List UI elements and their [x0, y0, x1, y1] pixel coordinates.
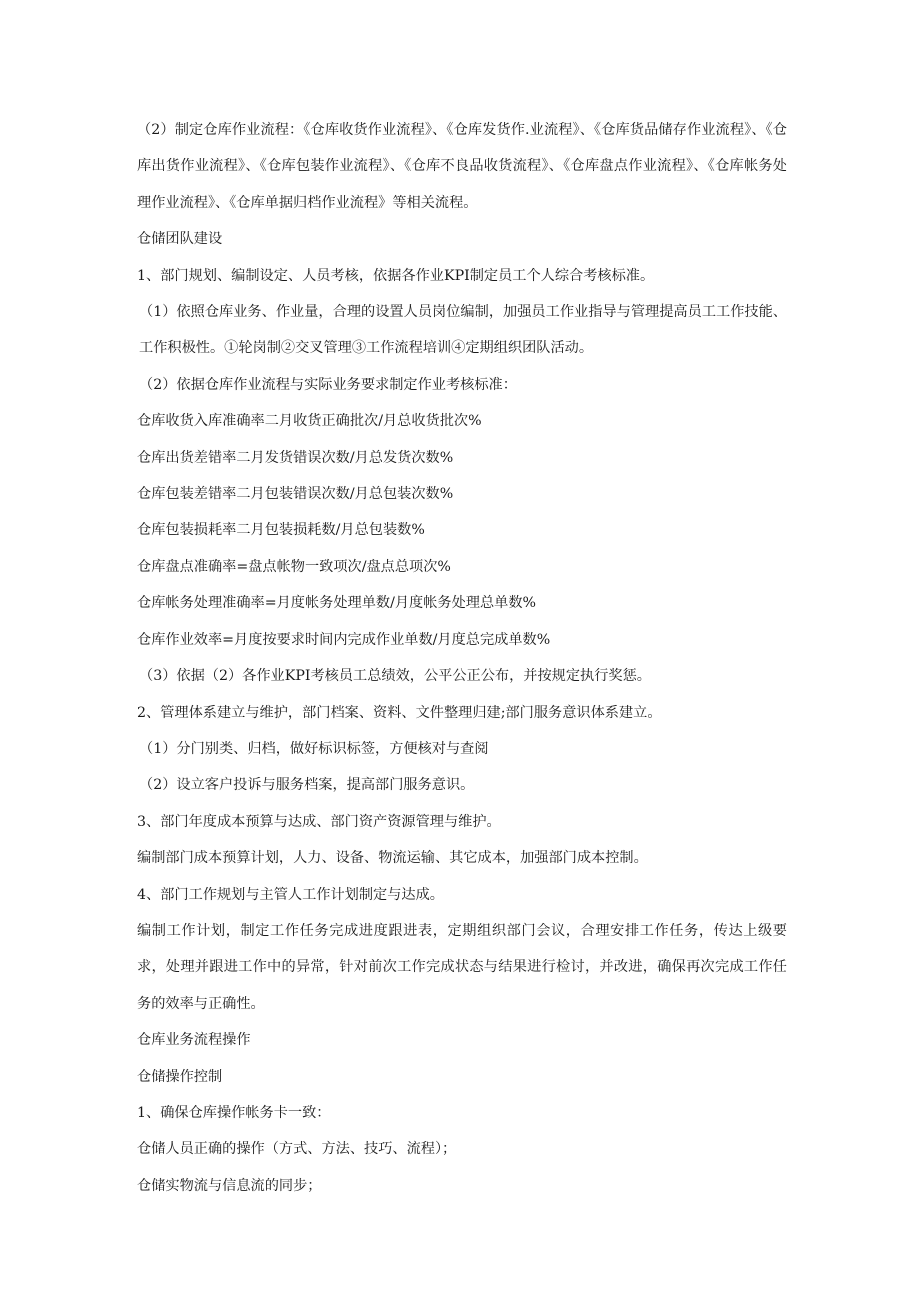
- heading-team-building: 仓储团队建设: [137, 231, 223, 248]
- paragraph-control-item-1: 1、确保仓库操作帐务卡一致：: [137, 1104, 331, 1121]
- heading-storage-control: 仓储操作控制: [137, 1068, 223, 1085]
- document-body: [137, 112, 787, 1204]
- paragraph-item-1-2: （2）依据仓库作业流程与实际业务要求制定作业考核标准：: [139, 376, 517, 393]
- paragraph-warehouse-procedures: （2）制定仓库作业流程：《仓库收货作业流程》、《仓库发货作.业流程》、《仓库货品储存作业流程》、《仓库出货作业流程》、《仓库包装作业流程》、《仓库不良品收货流程》、《仓库盘点作业流程》、《仓库帐务处理作业流程》、《仓库单据归档作业流程》等相关流程。: [137, 122, 787, 211]
- paragraph-item-1-1: （1）依照仓库业务、作业量，合理的设置人员岗位编制，加强员工作业指导与管理提高员工工作技能、工作积极性。①轮岗制②交叉管理③工作流程培训④定期组织团队活动。: [139, 304, 787, 357]
- paragraph-item-2-2: （2）设立客户投诉与服务档案，提高部门服务意识。: [139, 777, 475, 794]
- kpi-receiving-accuracy: 仓库收货入库准确率二月收货正确批次/月总收货批次%: [137, 413, 482, 430]
- paragraph-cost-plan: 编制部门成本预算计划，人力、设备、物流运输、其它成本，加强部门成本控制。: [137, 850, 648, 867]
- kpi-operation-efficiency: 仓库作业效率=月度按要求时间内完成作业单数/月度总完成单数%: [137, 631, 551, 648]
- paragraph-correct-operation: 仓储人员正确的操作（方式、方法、技巧、流程）；: [137, 1141, 457, 1158]
- paragraph-flow-sync: 仓储实物流与信息流的同步；: [137, 1177, 322, 1194]
- paragraph-item-1: 1、部门规划、编制设定、人员考核，依据各作业KPI制定员工个人综合考核标准。: [137, 267, 655, 284]
- paragraph-work-plan: 编制工作计划，制定工作任务完成进度跟进表，定期组织部门会议，合理安排工作任务，传达上级要求，处理并跟进工作中的异常，针对前次工作完成状态与结果进行检讨，并改进，确保再次完成工作任务的效率与正确性。: [137, 922, 787, 1012]
- paragraph-item-2: 2、管理体系建立与维护，部门档案、资料、文件整理归建;部门服务意识体系建立。: [137, 704, 662, 721]
- paragraph-item-2-1: （1）分门别类、归档，做好标识标签，方便核对与查阅: [139, 740, 489, 757]
- kpi-inventory-accuracy: 仓库盘点准确率=盘点帐物一致项次/盘点总项次%: [137, 558, 451, 575]
- kpi-packing-error: 仓库包装差错率二月包装错误次数/月总包装次数%: [137, 486, 454, 503]
- paragraph-item-3: 3、部门年度成本预算与达成、部门资产资源管理与维护。: [137, 813, 501, 830]
- heading-business-process: 仓库业务流程操作: [137, 1032, 251, 1049]
- paragraph-item-4: 4、部门工作规划与主管人工作计划制定与达成。: [137, 886, 444, 903]
- kpi-accounting-accuracy: 仓库帐务处理准确率=月度帐务处理单数/月度帐务处理总单数%: [137, 595, 537, 612]
- paragraph-item-1-3: （3）依据（2）各作业KPI考核员工总绩效，公平公正公布，并按规定执行奖惩。: [139, 668, 651, 685]
- kpi-shipping-error: 仓库出货差错率二月发货错误次数/月总发货次数%: [137, 449, 454, 466]
- kpi-packing-loss: 仓库包装损耗率二月包装损耗数/月总包装数%: [137, 522, 425, 539]
